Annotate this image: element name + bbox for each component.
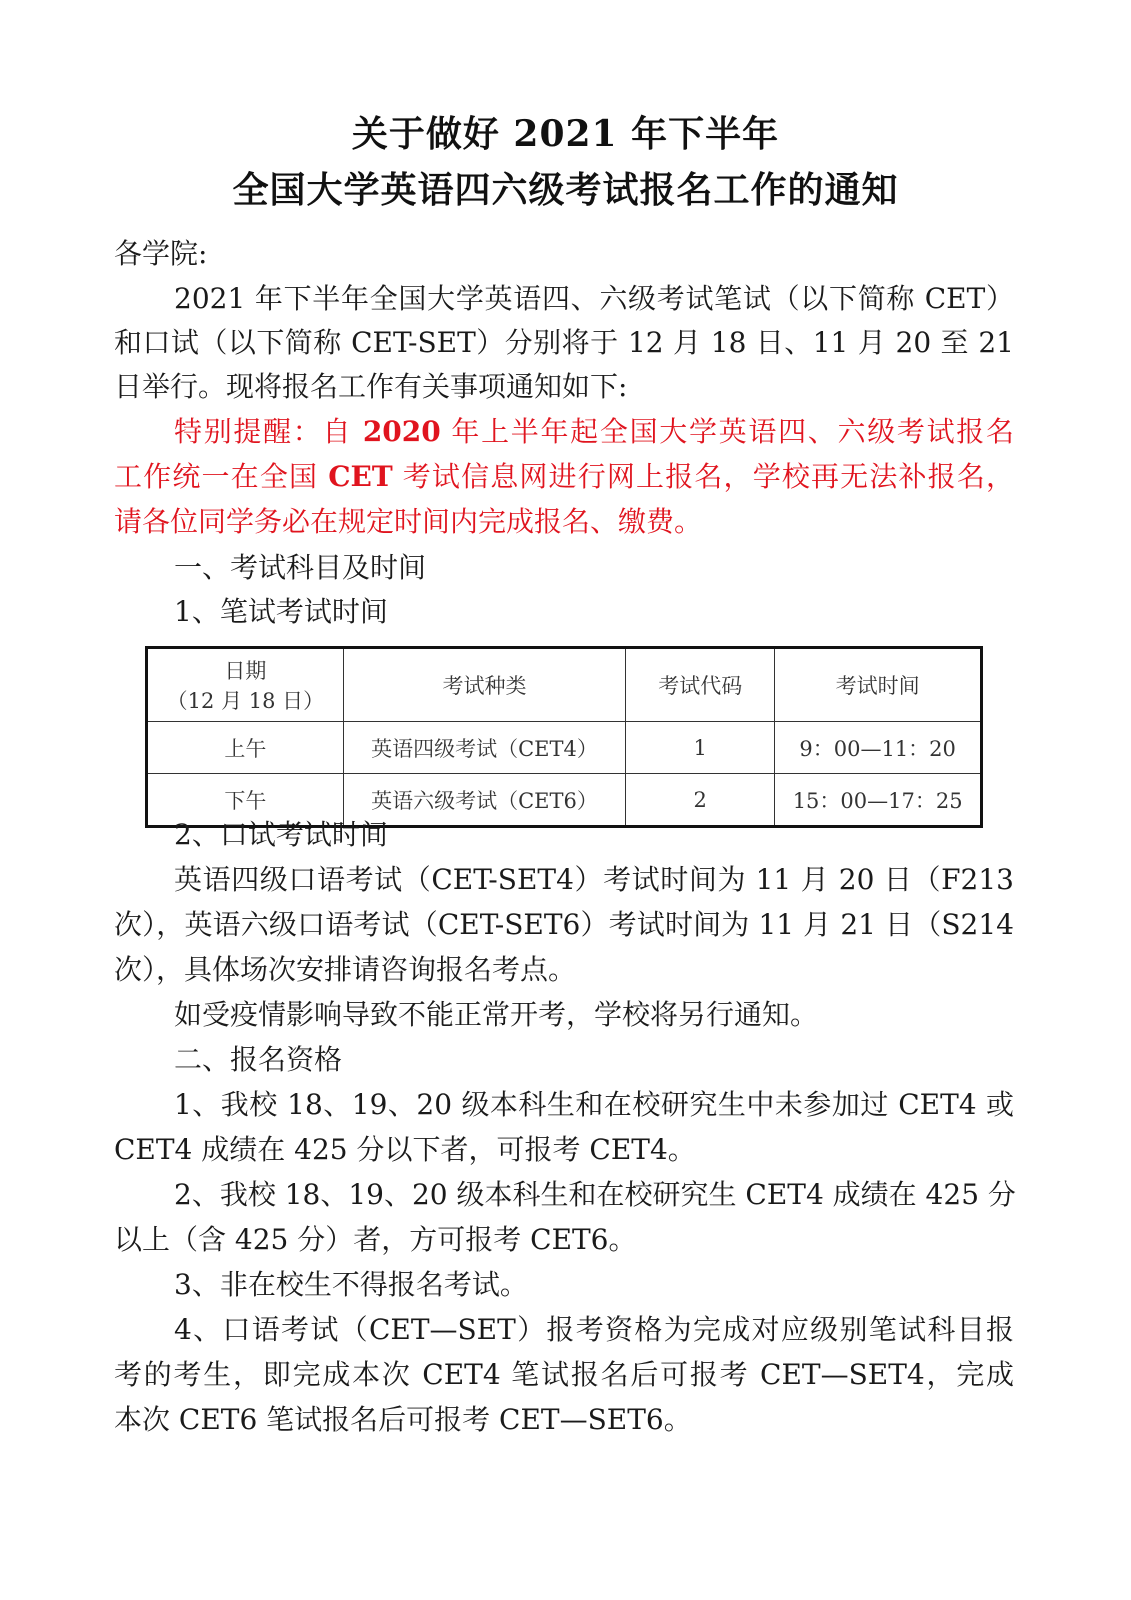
title-line-1: 关于做好 2021 年下半年 <box>351 113 780 155</box>
cell-time: 9：00—11：20 <box>775 722 982 774</box>
reminder-text: 特别提醒：自 <box>174 415 363 448</box>
header-date-sub: （12 月 18 日） <box>166 689 325 713</box>
exam-schedule-table <box>145 646 983 828</box>
item1-line-2: CET4 成绩在 425 分以下者，可报考 CET4。 <box>114 1133 696 1166</box>
epidemic-notice: 如受疫情影响导致不能正常开考，学校将另行通知。 <box>174 998 819 1031</box>
item3: 3、非在校生不得报名考试。 <box>174 1268 528 1301</box>
title-line-2: 全国大学英语四六级考试报名工作的通知 <box>232 169 899 211</box>
reminder-line-2 <box>114 455 1014 499</box>
item4-line-1: 4、口语考试（CET—SET）报考资格为完成对应级别笔试科目报 <box>174 1313 1014 1346</box>
header-date-label: 日期 <box>224 659 267 683</box>
oral-line-3: 次），具体场次安排请咨询报名考点。 <box>114 953 577 986</box>
table-header-row <box>147 648 982 722</box>
reminder-line-1 <box>174 410 1014 454</box>
cell-type: 英语六级考试（CET6） <box>343 774 625 827</box>
intro-line-2: 和口试（以下简称 CET-SET）分别将于 12 月 18 日、11 月 20 至 21 <box>114 326 1014 359</box>
header-code: 考试代码 <box>626 648 775 722</box>
reminder-cet: CET <box>328 460 393 493</box>
item1-line-1: 1、我校 18、19、20 级本科生和在校研究生中未参加过 CET4 或 <box>174 1088 1014 1121</box>
reminder-year: 2020 <box>362 415 441 448</box>
cell-period: 下午 <box>147 774 344 827</box>
oral-line-1: 英语四级口语考试（CET-SET4）考试时间为 11 月 20 日（F213 <box>174 863 1014 896</box>
reminder-text: 工作统一在全国 <box>114 460 329 493</box>
header-type: 考试种类 <box>343 648 625 722</box>
section2-heading: 二、报名资格 <box>174 1043 343 1076</box>
cell-time: 15：00—17：25 <box>775 774 982 827</box>
reminder-text: 年上半年起全国大学英语四、六级考试报名 <box>440 415 1015 448</box>
section1-heading: 一、考试科目及时间 <box>174 551 427 584</box>
salutation: 各学院: <box>114 237 208 270</box>
cell-period: 上午 <box>147 722 344 774</box>
reminder-line-3: 请各位同学务必在规定时间内完成报名、缴费。 <box>114 505 703 538</box>
item4-line-2: 考的考生，即完成本次 CET4 笔试报名后可报考 CET—SET4，完成 <box>114 1358 1014 1391</box>
cell-code: 1 <box>626 722 775 774</box>
intro-line-3: 日举行。现将报名工作有关事项通知如下: <box>114 370 628 403</box>
intro-line-1: 2021 年下半年全国大学英语四、六级考试笔试（以下简称 CET） <box>174 282 1014 315</box>
reminder-text: 考试信息网进行网上报名，学校再无法补报名， <box>392 460 1014 493</box>
item2-line-1: 2、我校 18、19、20 级本科生和在校研究生 CET4 成绩在 425 分 <box>174 1178 1016 1211</box>
header-time: 考试时间 <box>775 648 982 722</box>
item4-line-3: 本次 CET6 笔试报名后可报考 CET—SET6。 <box>114 1403 692 1436</box>
cell-type: 英语四级考试（CET4） <box>343 722 625 774</box>
item2-line-2: 以上（含 425 分）者，方可报考 CET6。 <box>114 1223 637 1256</box>
section1-sub2: 2、口试考试时间 <box>174 818 388 851</box>
header-date <box>147 648 344 722</box>
section1-sub1: 1、笔试考试时间 <box>174 595 388 628</box>
table-row <box>147 722 982 774</box>
oral-line-2: 次），英语六级口语考试（CET-SET6）考试时间为 11 月 21 日（S214 <box>114 908 1014 941</box>
cell-code: 2 <box>626 774 775 827</box>
